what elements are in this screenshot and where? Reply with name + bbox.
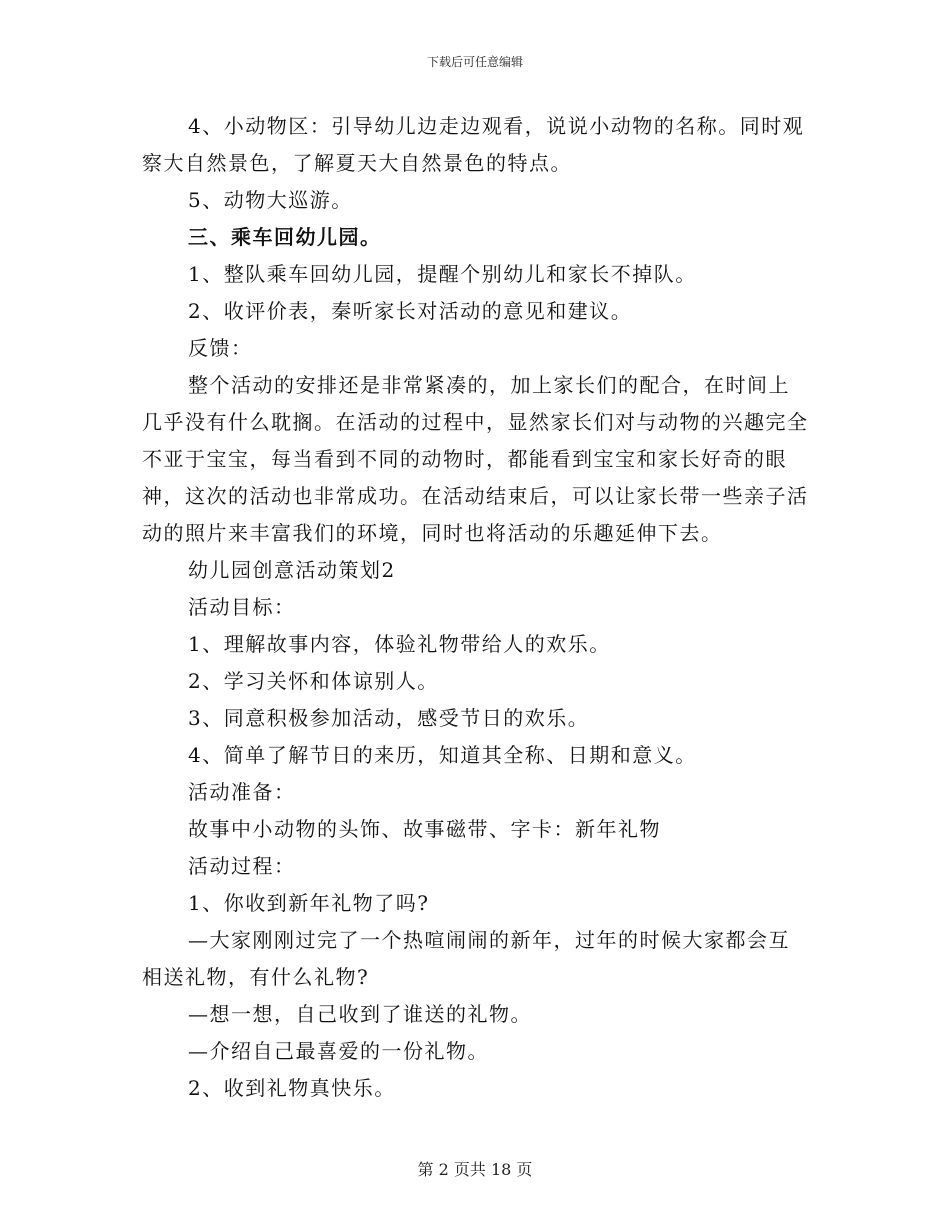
paragraph: —大家刚刚过完了一个热喧闹闹的新年，过年的时候大家都会互相送礼物，有什么礼物? (142, 928, 790, 989)
paragraph: 幼儿园创意活动策划2 (188, 558, 396, 582)
paragraph: 4、简单了解节日的来历，知道其全称、日期和意义。 (188, 743, 697, 767)
document-body (142, 108, 810, 1107)
paragraph: 1、整队乘车回幼儿园，提醒个别幼儿和家长不掉队。 (188, 262, 697, 286)
paragraph: 2、学习关怀和体谅别人。 (188, 669, 439, 693)
paragraph: 活动过程： (188, 854, 296, 878)
paragraph: 5、动物大巡游。 (188, 188, 353, 212)
paragraph: 2、收评价表，秦听家长对活动的意见和建议。 (188, 299, 633, 323)
paragraph: —想一想，自己收到了谁送的礼物。 (188, 1002, 532, 1026)
section-heading: 三、乘车回幼儿园。 (188, 225, 382, 249)
paragraph: 活动准备： (188, 780, 296, 804)
paragraph: 2、收到礼物真快乐。 (188, 1076, 396, 1100)
page-footer: 第 2 页共 18 页 (417, 1160, 533, 1179)
page-header: 下载后可任意编辑 (426, 55, 523, 69)
paragraph: 4、小动物区：引导幼儿边走边观看，说说小动物的名称。同时观察大自然景色，了解夏天大自然景色的特点。 (142, 114, 805, 175)
paragraph: 1、理解故事内容，体验礼物带给人的欢乐。 (188, 632, 611, 656)
paragraph: 活动目标： (188, 595, 296, 619)
paragraph: —介绍自己最喜爱的一份礼物。 (188, 1039, 489, 1063)
paragraph: 1、你收到新年礼物了吗? (188, 891, 430, 915)
paragraph: 整个活动的安排还是非常紧凑的，加上家长们的配合，在时间上几乎没有什么耽搁。在活动的过程中，显然家长们对与动物的兴趣完全不亚于宝宝，每当看到不同的动物时，都能看到宝宝和家长好奇的眼神，这次的活动也非常成功。在活动结束后，可以让家长带一些亲子活动的照片来丰富我们的环境，同时也将活动的乐趣延伸下去。 (142, 373, 809, 545)
paragraph: 反馈： (188, 336, 253, 360)
paragraph: 3、同意积极参加活动，感受节日的欢乐。 (188, 706, 590, 730)
paragraph: 故事中小动物的头饰、故事磁带、字卡：新年礼物 (188, 817, 661, 841)
